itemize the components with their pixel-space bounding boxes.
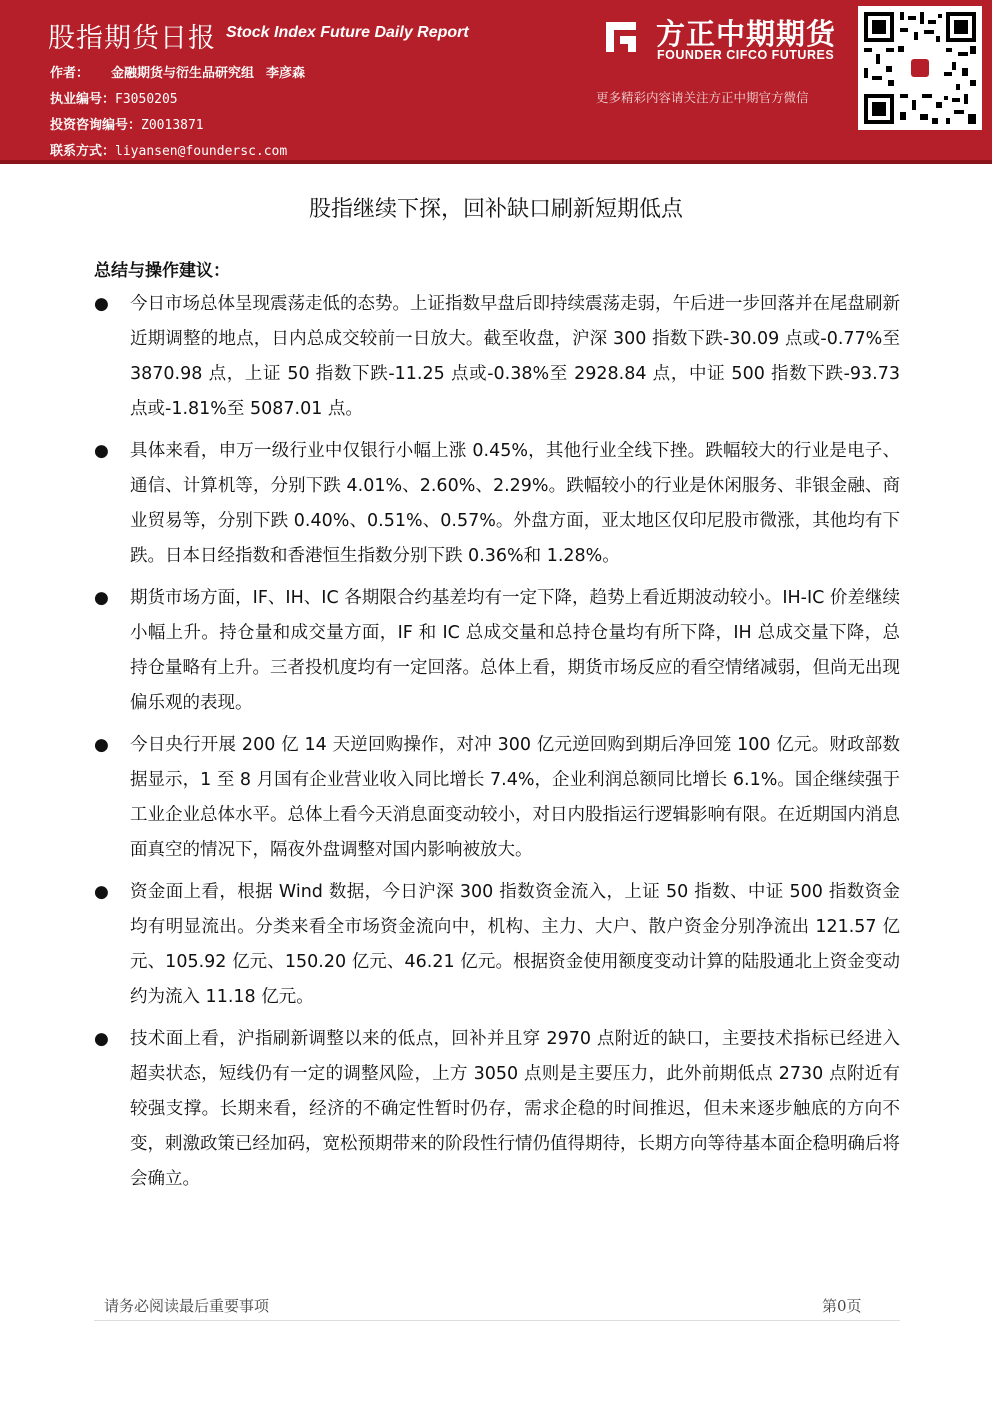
summary-point [94, 728, 900, 868]
consult-label: 投资咨询编号： [50, 118, 142, 133]
bullet-icon: ● [94, 1029, 109, 1049]
point-text: 技术面上看，沪指刷新调整以来的低点，回补并且穿 2970 点附近的缺口，主要技术指标已经进入超卖状态，短线仍有一定的调整风险，上方 3050 点则是主要压力，此外前期低点 2730 点附近有较强支撑。长期来看，经济的不确定性暂时仍存，需求企稳的时间推迟，但未来逐步触底的方向不变，刺激政策已经加码，宽松预期带来的阶段性行情仍值得期待，长期方向等待基本面企稳明确后将会确立。 [130, 1029, 900, 1189]
brand-name-cn: 方正中期期货 [656, 17, 837, 51]
brand-name-en: FOUNDER CIFCO FUTURES [657, 48, 835, 62]
founder-logo-icon [600, 16, 642, 58]
bullet-icon: ● [94, 441, 109, 461]
summary-point [94, 1022, 900, 1197]
footer-notice: 请务必阅读最后重要事项 [104, 1297, 270, 1315]
footer-divider [94, 1320, 900, 1321]
summary-point [94, 875, 900, 1015]
report-subtitle: Stock Index Future Daily Report [226, 24, 469, 41]
point-text: 具体来看，申万一级行业中仅银行小幅上涨 0.45%，其他行业全线下挫。跌幅较大的行业是电子、通信、计算机等，分别下跌 4.01%、2.60%、2.29%。跌幅较小的行业是休闲服务、非银金融、商业贸易等，分别下跌 0.40%、0.51%、0.57%。外盘方面，亚太地区仅印尼股市微涨，其他均有下跌。日本日经指数和香港恒生指数分别下跌 0.36%和 1.28%。 [130, 441, 900, 566]
report-title: 股指期货日报 [48, 23, 216, 54]
contact-line [50, 140, 287, 159]
bullet-icon: ● [94, 735, 109, 755]
bullet-icon: ● [94, 294, 109, 314]
license-line [50, 88, 178, 107]
document-title: 股指继续下探，回补缺口刷新短期低点 [308, 197, 683, 222]
author-label: 作者： [50, 66, 90, 81]
page-number: 第0页 [822, 1297, 862, 1315]
summary-point [94, 287, 900, 427]
report-header [0, 0, 992, 164]
section-heading: 总结与操作建议： [94, 261, 230, 281]
qr-code-icon [858, 6, 982, 130]
author-line [50, 62, 305, 81]
bullet-icon: ● [94, 588, 109, 608]
wechat-note: 更多精彩内容请关注方正中期官方微信 [596, 90, 809, 105]
contact-label: 联系方式： [50, 144, 116, 159]
contact-email[interactable]: liyansen@foundersc.com [115, 144, 288, 159]
point-text: 今日市场总体呈现震荡走低的态势。上证指数早盘后即持续震荡走弱，午后进一步回落并在尾盘刷新近期调整的地点，日内总成交较前一日放大。截至收盘，沪深 300 指数下跌-30.09 点或-0.77%至 3870.98 点，上证 50 指数下跌-11.25 点或-0.38%至 2928.84 点，中证 500 指数下跌-93.73 点或-1.81%至 5087.01 点。 [130, 294, 900, 419]
summary-points [94, 287, 900, 1204]
author-group: 金融期货与衍生品研究组 [111, 66, 255, 81]
summary-point [94, 581, 900, 721]
license-label: 执业编号： [50, 92, 116, 107]
summary-point [94, 434, 900, 574]
consult-number: Z0013871 [141, 118, 204, 133]
point-text: 今日央行开展 200 亿 14 天逆回购操作，对冲 300 亿元逆回购到期后净回笼 100 亿元。财政部数据显示，1 至 8 月国有企业营业收入同比增长 7.4%，企业利润总额同比增长 6.1%。国企继续强于工业企业总体水平。总体上看今天消息面变动较小，对日内股指运行逻辑影响有限。在近期国内消息面真空的情况下，隔夜外盘调整对国内影响被放大。 [130, 735, 900, 860]
author-name: 李彦森 [266, 66, 306, 81]
point-text: 期货市场方面，IF、IH、IC 各期限合约基差均有一定下降，趋势上看近期波动较小。IH-IC 价差继续小幅上升。持仓量和成交量方面，IF 和 IC 总成交量和总持仓量均有所下降，IH 总成交量下降，总持仓量略有上升。三者投机度均有一定回落。总体上看，期货市场反应的看空情绪减弱，但尚无出现偏乐观的表现。 [130, 588, 900, 713]
consult-line [50, 114, 204, 133]
license-number: F3050205 [115, 92, 178, 107]
bullet-icon: ● [94, 882, 109, 902]
qr-code[interactable] [858, 6, 982, 130]
point-text: 资金面上看，根据 Wind 数据，今日沪深 300 指数资金流入，上证 50 指数、中证 500 指数资金均有明显流出。分类来看全市场资金流向中，机构、主力、大户、散户资金分别净流出 121.57 亿元、105.92 亿元、150.20 亿元、46.21 亿元。根据资金使用额度变动计算的陆股通北上资金变动约为流入 11.18 亿元。 [130, 882, 900, 1007]
